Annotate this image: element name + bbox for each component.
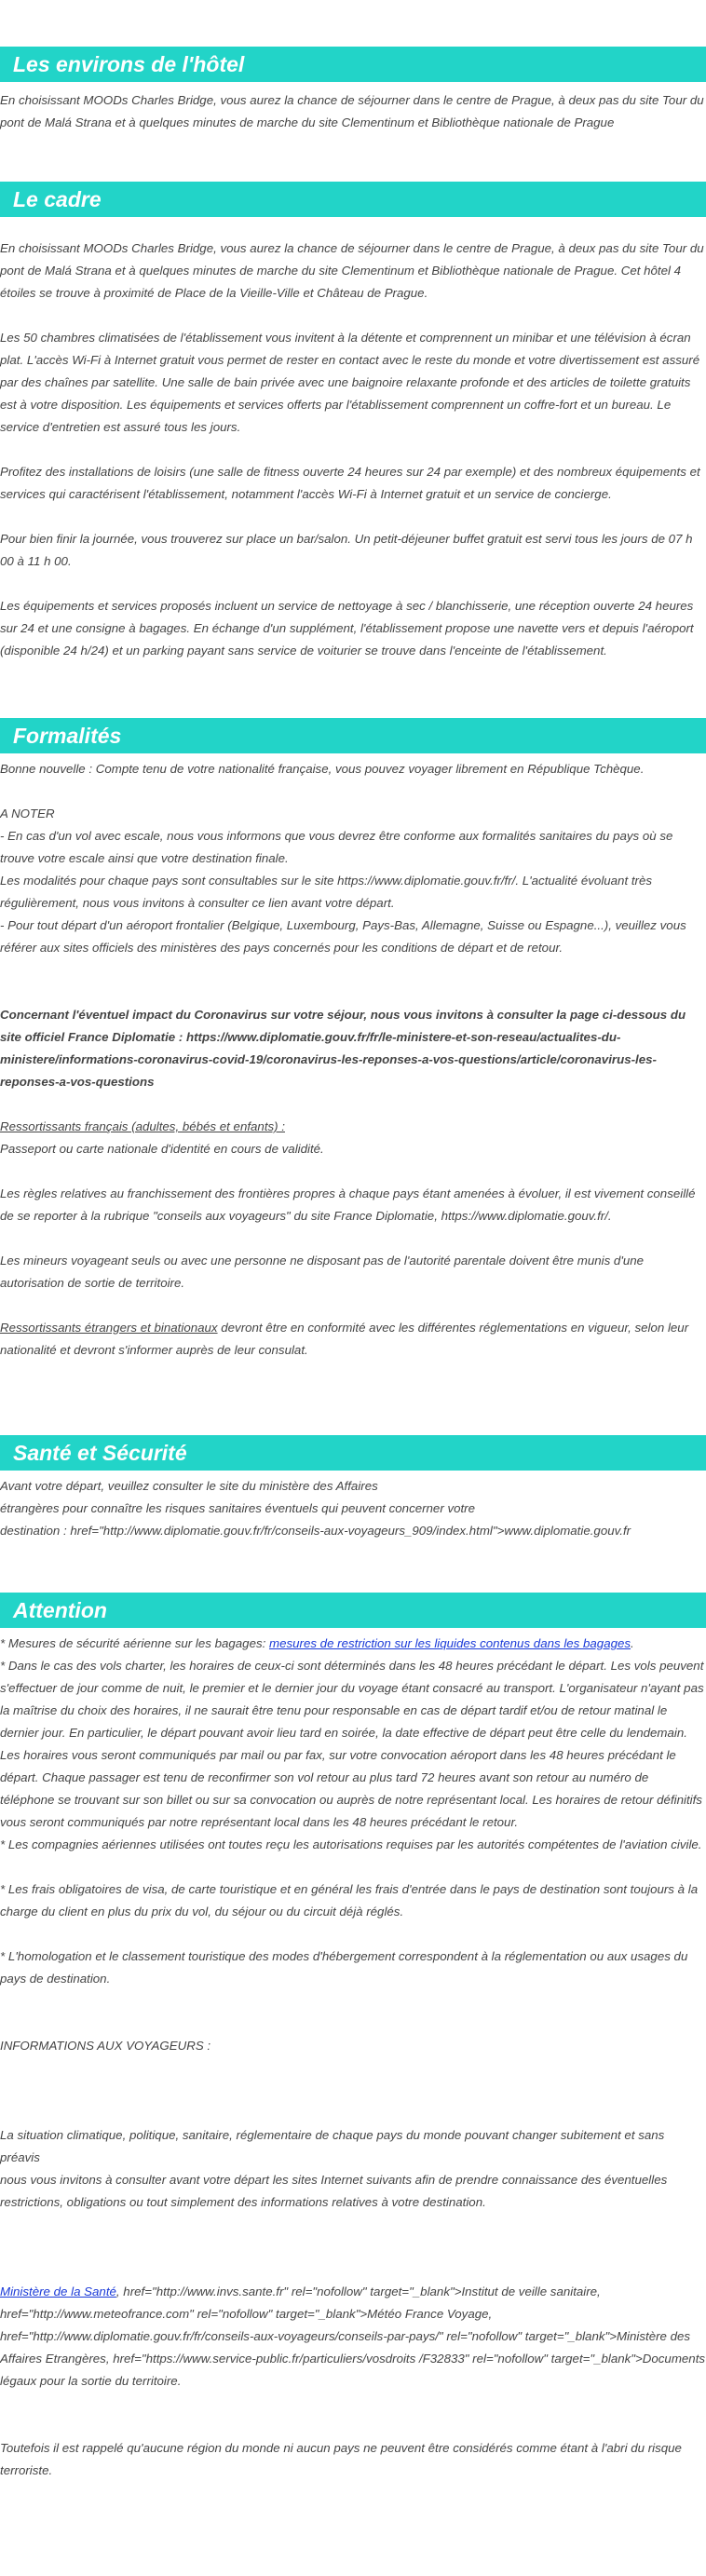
note-modalites: Les modalités pour chaque pays sont consultables sur le site https://www.diplomatie.gouv.fr/fr/. L'actualité évoluant très régulièrement, nous vous invitons à consulter ce lien avant votre départ. — [0, 874, 653, 910]
foreign-nationals-body: devront être en conformité avec les différentes réglementations en vigueur, selon leur nationalité et devront s'informer auprès de leur consulat. — [0, 1321, 689, 1357]
section-title-sante: Santé et Sécurité — [0, 1435, 706, 1471]
section-title-cadre: Le cadre — [0, 182, 706, 217]
attention-charter: * Dans le cas des vols charter, les horaires de ceux-ci sont déterminés dans les 48 heures précédant le départ. Les vols peuvent s'effectuer de jour comme de nuit, le premier et le dernier jour du voyage étant consacré au transport. L'organisateur n'ayant pas la maîtrise du choix des horaires, il ne saurait être tenu pour responsable en cas de départ tardif et/ou de retour matinal le dernier jour. En particulier, le départ pouvant avoir lieu tard en soirée, la date effective de départ peut être celle du lendemain. Les horaires vous seront communiqués par mail ou par fax, sur votre convocation aéroport dans les 48 heures précédant le départ. Chaque passager est tenu de reconfirmer son vol retour au plus tard 72 heures avant son retour au numéro de téléphone se trouvant sur son billet ou sur sa convocation ou auprès de notre représentant local. Les horaires de retour définitifs vous seront communiqués par notre représentant local dans les 48 heures précédant le retour. — [0, 1659, 704, 1829]
section-sante — [0, 1435, 706, 1542]
section-attention — [0, 1593, 706, 2482]
note-title: A NOTER — [0, 807, 55, 820]
note-frontalier: - Pour tout départ d'un aéroport frontalier (Belgique, Luxembourg, Pays-Bas, Allemagne, Suisse ou Espagne...), veuillez vous référer aux sites officiels des ministères des pays concernés pour les conditions de départ et de retour. — [0, 918, 686, 955]
french-nationals-text: Passeport ou carte nationale d'identité en cours de validité. — [0, 1142, 324, 1156]
section-environs — [0, 47, 706, 134]
attention-homologation: * L'homologation et le classement touristique des modes d'hébergement correspondent à la réglementation ou aux usages du pays de destination. — [0, 1949, 688, 1986]
formalites-intro: Bonne nouvelle : Compte tenu de votre nationalité française, vous pouvez voyager librement en République Tchèque. — [0, 762, 645, 776]
attention-bagages: * Mesures de sécurité aérienne sur les bagages: mesures de restriction sur les liquides contenus dans les bagages. — [0, 1636, 634, 1650]
cadre-paragraph-2: Les 50 chambres climatisées de l'établissement vous invitent à la détente et comprennent un minibar et une télévision à écran plat. L'accès Wi-Fi à Internet gratuit vous permet de rester en contact avec le reste du monde et votre divertissement est assuré par des chaînes par satellite. Une salle de bain privée avec une baignoire relaxante profonde et des articles de toilette gratuits est à votre disposition. Les équipements et services offerts par l'établissement comprennent un coffre-fort et un bureau. Le service d'entretien est assuré tous les jours. — [0, 331, 700, 434]
foreign-nationals-text — [0, 1317, 706, 1362]
sante-line-1: Avant votre départ, veuillez consulter le site du ministère des Affaires — [0, 1479, 378, 1493]
sante-line-2: étrangères pour connaître les risques sanitaires éventuels qui peuvent concerner votre — [0, 1501, 476, 1515]
liquids-restriction-link[interactable]: mesures de restriction sur les liquides contenus dans les bagages — [269, 1636, 631, 1650]
section-title-formalites: Formalités — [0, 718, 706, 753]
ministere-sante-link[interactable]: Ministère de la Santé — [0, 2285, 116, 2298]
cadre-paragraph-1: En choisissant MOODs Charles Bridge, vous aurez la chance de séjourner dans le centre de Prague, à deux pas du site Tour du pont de Malá Strana et à quelques minutes de marche du site Clementinum et Bibliothèque nationale de Prague. Cet hôtel 4 étoiles se trouve à proximité de Place de la Vieille-Ville et Château de Prague. — [0, 241, 704, 300]
terrorism-notice: Toutefois il est rappelé qu'aucune région du monde ni aucun pays ne peuvent être considérés comme étant à l'abri du risque terroriste. — [0, 2441, 682, 2477]
foreign-nationals-title: Ressortissants étrangers et binationaux — [0, 1321, 218, 1335]
cadre-paragraph-4: Pour bien finir la journée, vous trouverez sur place un bar/salon. Un petit-déjeuner buffet gratuit est servi tous les jours de 07 h 00 à 11 h 00. — [0, 532, 693, 568]
section-formalites — [0, 718, 706, 1362]
covid-notice: Concernant l'éventuel impact du Coronavirus sur votre séjour, nous vous invitons à consulter la page ci-dessous du site officiel France Diplomatie : https://www.diplomatie.gouv.fr/fr/le-ministere-et-son-reseau/actualites-du-ministere/informations-coronavirus-covid-19/coronavirus-les-reponses-a-vos-questions/article/coronavirus-les-reponses-a-vos-questions — [0, 1008, 686, 1089]
note-escale: - En cas d'un vol avec escale, nous vous informons que vous devrez être conforme aux formalités sanitaires du pays où se trouve votre escale ainsi que votre destination finale. — [0, 829, 673, 865]
section-title-environs: Les environs de l'hôtel — [0, 47, 706, 82]
info-links: Ministère de la Santé, href="http://www.invs.sante.fr" rel="nofollow" target="_blank">Institut de veille sanitaire, href="http://www.meteofrance.com" rel="nofollow" target="_blank">Météo France Voyage, href="http://www.diplomatie.gouv.fr/fr/conseils-aux-voyageurs/conseils-par-pays/" rel="nofollow" target="_blank">Ministère des Affaires Etrangères, href="https://www.service-public.fr/particuliers/vosdroits /F32833" rel="nofollow" target="_blank">Documents légaux pour la sortie du territoire. — [0, 2285, 706, 2388]
section-title-attention: Attention — [0, 1593, 706, 1628]
cadre-paragraph-5: Les équipements et services proposés incluent un service de nettoyage à sec / blanchisserie, une réception ouverte 24 heures sur 24 et une consigne à bagages. En échange d'un supplément, l'établissement propose une navette vers et depuis l'aéroport (disponible 24 h/24) et un parking payant sans service de voiturier se trouve dans l'enceinte de l'établissement. — [0, 599, 694, 658]
attention-compagnies: * Les compagnies aériennes utilisées ont toutes reçu les autorisations requises par les autorités compétentes de l'aviation civile. — [0, 1837, 702, 1851]
info-situation: La situation climatique, politique, sanitaire, réglementaire de chaque pays du monde pouvant changer subitement et sans préavis — [0, 2128, 665, 2164]
info-consult: nous vous invitons à consulter avant votre départ les sites Internet suivants afin de prendre connaissance des éventuelles restrictions, obligations ou tout simplement des informations relatives à votre destination. — [0, 2173, 668, 2209]
environs-text: En choisissant MOODs Charles Bridge, vous aurez la chance de séjourner dans le centre de Prague, à deux pas du site Tour du pont de Malá Strana et à quelques minutes de marche du site Clementinum et Bibliothèque nationale de Prague — [0, 93, 704, 129]
section-cadre — [0, 182, 706, 662]
sante-line-3: destination : href="http://www.diplomatie.gouv.fr/fr/conseils-aux-voyageurs_909/index.html">www.diplomatie.gouv.fr — [0, 1524, 631, 1538]
info-voyageurs-title: INFORMATIONS AUX VOYAGEURS : — [0, 2039, 211, 2053]
border-rules-text: Les règles relatives au franchissement des frontières propres à chaque pays étant amenées à évoluer, il est vivement conseillé de se reporter à la rubrique "conseils aux voyageurs" du site France Diplomatie, https://www.diplomatie.gouv.fr/. — [0, 1186, 696, 1223]
minors-text: Les mineurs voyageant seuls ou avec une personne ne disposant pas de l'autorité parentale doivent être munis d'une autorisation de sortie de territoire. — [0, 1254, 645, 1290]
cadre-paragraph-3: Profitez des installations de loisirs (une salle de fitness ouverte 24 heures sur 24 par exemple) et des nombreux équipements et services qui caractérisent l'établissement, notamment l'accès Wi-Fi à Internet gratuit et un service de concierge. — [0, 465, 700, 501]
french-nationals-title: Ressortissants français (adultes, bébés et enfants) : — [0, 1119, 285, 1133]
attention-frais: * Les frais obligatoires de visa, de carte touristique et en général les frais d'entrée dans le pays de destination sont toujours à la charge du client en plus du prix du vol, du séjour ou du circuit déjà réglés. — [0, 1882, 699, 1918]
